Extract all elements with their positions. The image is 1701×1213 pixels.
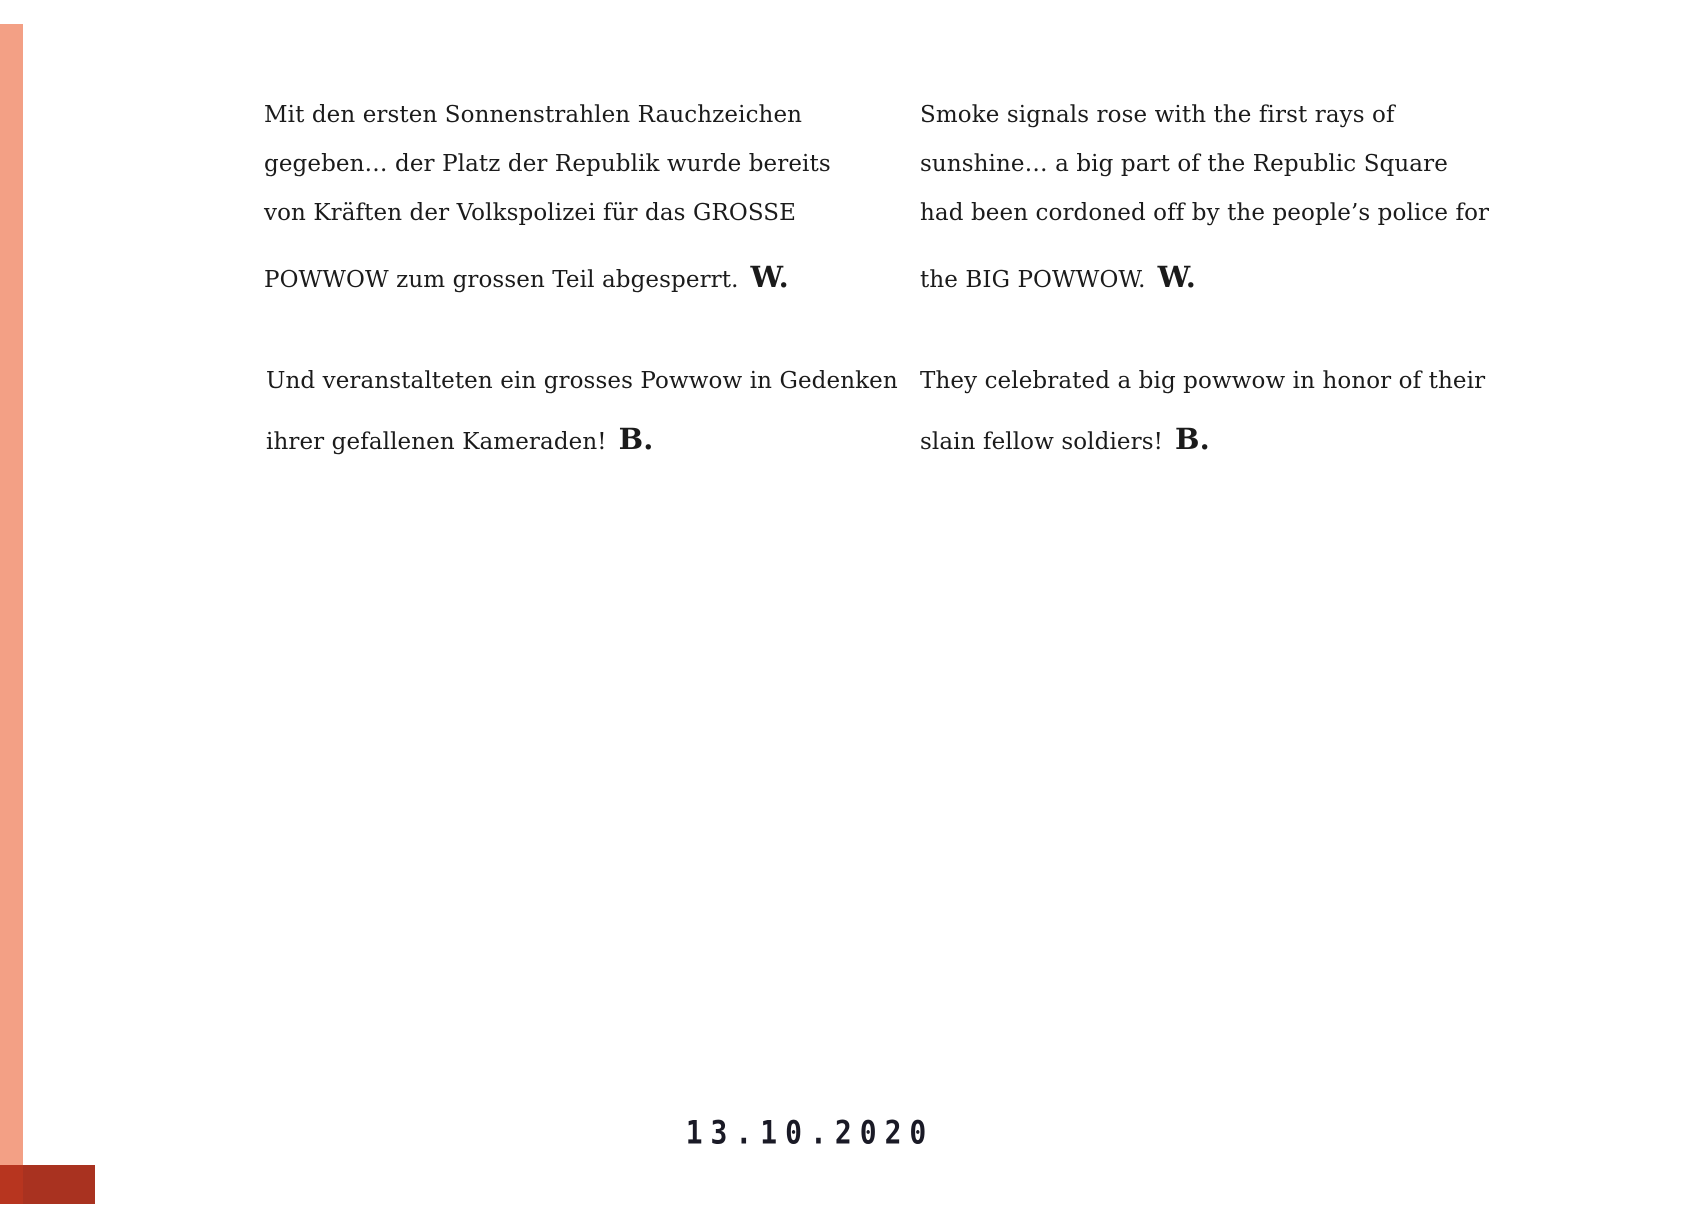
english-p1-line-2: sunshine… a big part of the Republic Square [920, 151, 1448, 177]
english-p2-signature: B. [1174, 422, 1210, 456]
corner-accent-block [0, 1165, 95, 1204]
english-p1-line-3: had been cordoned off by the people’s police for [920, 200, 1490, 226]
english-p1-signature: W. [1157, 260, 1196, 294]
english-p2-line-2-wrap [920, 424, 1210, 457]
english-p2-line-1: They celebrated a big powwow in honor of their [920, 368, 1486, 394]
english-p2-line-2: slain fellow soldiers! [920, 429, 1163, 455]
english-p1-line-4-wrap [920, 262, 1196, 295]
corner-accent-left [0, 1165, 23, 1204]
english-p1-line-4: the BIG POWWOW. [920, 267, 1146, 293]
german-p1-signature: W. [750, 260, 789, 294]
german-p2-line-1: Und veranstalteten ein grosses Powwow in Gedenken [266, 368, 898, 394]
english-p1-line-1: Smoke signals rose with the first rays of [920, 102, 1395, 128]
german-p2-line-2-wrap [266, 424, 653, 457]
german-p2-signature: B. [618, 422, 654, 456]
german-p2-line-2: ihrer gefallenen Kameraden! [266, 429, 607, 455]
german-p1-line-1: Mit den ersten Sonnenstrahlen Rauchzeichen [264, 102, 803, 128]
side-accent-bar [0, 24, 23, 1204]
german-p1-line-4-wrap [264, 262, 789, 295]
footer-date: 13.10.2020 [685, 1113, 935, 1152]
german-p1-line-2: gegeben… der Platz der Republik wurde bereits [264, 151, 831, 177]
german-p1-line-3: von Kräften der Volkspolizei für das GROSSE [264, 200, 797, 226]
german-p1-line-4: POWWOW zum grossen Teil abgesperrt. [264, 267, 739, 293]
